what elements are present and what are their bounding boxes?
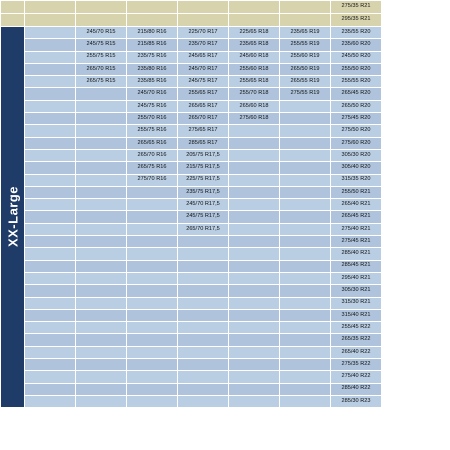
tire-size-cell — [178, 236, 229, 248]
size-row — [1, 272, 382, 284]
tire-size-cell — [280, 248, 331, 260]
tire-size-cell — [229, 211, 280, 223]
tire-size-cell: 275/55 R19 — [280, 88, 331, 100]
tire-size-cell: 315/35 R20 — [331, 174, 382, 186]
tire-size-cell — [280, 113, 331, 125]
tire-size-cell: 255/50 R21 — [331, 186, 382, 198]
size-row — [1, 371, 382, 383]
tire-size-cell — [127, 309, 178, 321]
tire-size-cell — [229, 223, 280, 235]
tire-size-cell — [25, 223, 76, 235]
tire-size-cell: 265/45 R21 — [331, 211, 382, 223]
tire-size-cell: 315/40 R21 — [331, 309, 382, 321]
tire-size-cell — [25, 76, 76, 88]
tire-size-cell — [25, 27, 76, 39]
tire-size-cell: 235/85 R16 — [127, 76, 178, 88]
header-cell — [280, 1, 331, 14]
tire-size-cell — [280, 223, 331, 235]
tire-size-cell: 255/70 R18 — [229, 88, 280, 100]
tire-size-cell: 295/40 R21 — [331, 272, 382, 284]
tire-size-cell: 225/70 R17 — [178, 27, 229, 39]
tire-size-cell: 255/70 R16 — [127, 113, 178, 125]
size-row — [1, 359, 382, 371]
size-row — [1, 100, 382, 112]
tire-size-cell — [280, 211, 331, 223]
tire-size-cell — [25, 322, 76, 334]
tire-size-cell — [76, 149, 127, 161]
tire-size-cell — [76, 236, 127, 248]
tire-size-cell — [280, 309, 331, 321]
tire-size-cell: 265/40 R22 — [331, 346, 382, 358]
tire-size-cell — [229, 297, 280, 309]
tire-size-cell — [178, 334, 229, 346]
tire-size-cell — [280, 334, 331, 346]
tire-size-cell — [127, 285, 178, 297]
tire-size-cell: 205/75 R17,5 — [178, 149, 229, 161]
tire-size-cell — [76, 186, 127, 198]
size-row — [1, 236, 382, 248]
tire-size-cell — [25, 248, 76, 260]
size-row — [1, 223, 382, 235]
tire-size-cell — [76, 285, 127, 297]
tire-size-cell: 275/65 R17 — [178, 125, 229, 137]
tire-size-cell: 235/55 R20 — [331, 27, 382, 39]
size-row — [1, 322, 382, 334]
size-row — [1, 76, 382, 88]
tire-size-cell — [280, 100, 331, 112]
header-row — [1, 14, 382, 27]
tire-size-cell — [229, 285, 280, 297]
tire-size-cell — [76, 383, 127, 395]
tire-size-cell — [76, 162, 127, 174]
size-row — [1, 309, 382, 321]
tire-size-cell — [76, 346, 127, 358]
header-cell — [76, 14, 127, 27]
tire-size-cell: 245/75 R17 — [178, 76, 229, 88]
size-row — [1, 297, 382, 309]
tire-size-cell: 235/75 R17,5 — [178, 186, 229, 198]
tire-size-cell — [229, 162, 280, 174]
tire-size-cell — [178, 371, 229, 383]
tire-size-cell: 275/70 R16 — [127, 174, 178, 186]
tire-size-cell: 315/30 R21 — [331, 297, 382, 309]
tire-size-cell — [127, 383, 178, 395]
tire-size-cell — [229, 125, 280, 137]
tire-size-cell — [127, 371, 178, 383]
tire-size-cell: 305/30 R20 — [331, 149, 382, 161]
tire-size-cell — [280, 285, 331, 297]
header-cell — [1, 14, 25, 27]
tire-size-cell: 265/50 R19 — [280, 63, 331, 75]
tire-size-cell — [25, 272, 76, 284]
tire-size-cell — [280, 174, 331, 186]
tire-size-cell: 255/55 R20 — [331, 76, 382, 88]
tire-size-cell — [25, 346, 76, 358]
tire-size-cell — [229, 149, 280, 161]
tire-size-cell — [25, 297, 76, 309]
tire-size-cell — [178, 285, 229, 297]
tire-size-cell — [229, 346, 280, 358]
tire-size-cell — [76, 334, 127, 346]
tire-size-cell — [76, 297, 127, 309]
size-row — [1, 125, 382, 137]
header-cell — [280, 14, 331, 27]
tire-size-cell — [76, 359, 127, 371]
size-row — [1, 186, 382, 198]
tire-size-cell — [25, 88, 76, 100]
tire-size-cell: 255/75 R16 — [127, 125, 178, 137]
tire-size-cell: 255/60 R18 — [229, 63, 280, 75]
tire-size-cell — [25, 199, 76, 211]
tire-size-cell — [76, 395, 127, 407]
size-row — [1, 149, 382, 161]
tire-size-cell: 275/50 R20 — [331, 125, 382, 137]
tire-size-cell — [178, 297, 229, 309]
size-row — [1, 383, 382, 395]
tire-size-cell — [229, 137, 280, 149]
tire-size-cell: 245/75 R17,5 — [178, 211, 229, 223]
tire-size-cell — [229, 260, 280, 272]
tire-size-cell — [280, 260, 331, 272]
tire-size-cell — [178, 272, 229, 284]
tire-size-cell — [76, 100, 127, 112]
tire-size-cell — [76, 211, 127, 223]
tire-size-cell: 235/60 R20 — [331, 39, 382, 51]
tire-size-cell: 265/70 R17,5 — [178, 223, 229, 235]
size-row — [1, 63, 382, 75]
tire-size-cell — [280, 297, 331, 309]
tire-size-cell: 275/45 R20 — [331, 113, 382, 125]
tire-size-cell: 265/75 R15 — [76, 76, 127, 88]
tire-size-cell: 245/60 R18 — [229, 51, 280, 63]
tire-size-cell — [178, 260, 229, 272]
tire-size-cell: 245/70 R17 — [178, 63, 229, 75]
tire-size-cell — [76, 322, 127, 334]
tire-size-cell: 265/55 R19 — [280, 76, 331, 88]
category-cell — [1, 27, 25, 408]
header-cell — [1, 1, 25, 14]
tire-size-cell — [280, 359, 331, 371]
tire-size-cell — [229, 272, 280, 284]
tire-size-cell — [25, 285, 76, 297]
tire-size-cell — [25, 174, 76, 186]
tire-size-cell — [178, 309, 229, 321]
tire-size-cell: 245/75 R15 — [76, 39, 127, 51]
tire-size-cell — [25, 383, 76, 395]
tire-size-cell — [229, 174, 280, 186]
tire-size-cell — [76, 309, 127, 321]
tire-size-cell: 285/30 R23 — [331, 395, 382, 407]
size-row — [1, 395, 382, 407]
size-row — [1, 248, 382, 260]
header-row — [1, 1, 382, 14]
tire-size-cell: 275/40 R22 — [331, 371, 382, 383]
tire-size-cell: 225/75 R17,5 — [178, 174, 229, 186]
tire-size-cell — [229, 236, 280, 248]
tire-size-cell — [229, 383, 280, 395]
tire-size-cell — [127, 248, 178, 260]
tire-size-cell: 265/50 R20 — [331, 100, 382, 112]
tire-size-cell — [25, 51, 76, 63]
tire-size-cell — [178, 248, 229, 260]
tire-size-cell: 245/65 R17 — [178, 51, 229, 63]
size-row — [1, 51, 382, 63]
tire-size-cell — [280, 272, 331, 284]
tire-size-cell: 275/35 R22 — [331, 359, 382, 371]
category-label: XX-Large — [5, 186, 20, 248]
size-row — [1, 88, 382, 100]
header-cell — [178, 1, 229, 14]
header-cell — [127, 1, 178, 14]
tire-size-cell: 285/40 R22 — [331, 383, 382, 395]
tire-size-cell: 275/40 R21 — [331, 223, 382, 235]
tire-size-cell — [76, 137, 127, 149]
tire-size-cell: 235/65 R18 — [229, 39, 280, 51]
tire-size-cell — [127, 272, 178, 284]
tire-size-cell — [229, 395, 280, 407]
tire-size-cell: 265/65 R16 — [127, 137, 178, 149]
tire-size-cell — [25, 260, 76, 272]
tire-size-cell: 265/40 R21 — [331, 199, 382, 211]
tire-size-cell: 245/50 R20 — [331, 51, 382, 63]
tire-size-cell — [25, 113, 76, 125]
tire-size-cell: 255/65 R17 — [178, 88, 229, 100]
tire-size-cell: 255/50 R20 — [331, 63, 382, 75]
tire-size-cell: 305/40 R20 — [331, 162, 382, 174]
tire-size-cell — [229, 309, 280, 321]
tire-size-cell — [280, 371, 331, 383]
tire-size-cell: 255/75 R15 — [76, 51, 127, 63]
tire-size-cell — [280, 149, 331, 161]
tire-size-cell — [229, 199, 280, 211]
tire-size-cell — [25, 371, 76, 383]
size-row — [1, 334, 382, 346]
tire-size-cell — [25, 186, 76, 198]
tire-size-cell: 215/80 R16 — [127, 27, 178, 39]
tire-size-cell — [76, 113, 127, 125]
tire-size-cell — [76, 272, 127, 284]
tire-size-cell — [76, 174, 127, 186]
size-row — [1, 174, 382, 186]
tire-size-cell — [127, 223, 178, 235]
header-cell — [229, 1, 280, 14]
tire-size-cell: 265/60 R18 — [229, 100, 280, 112]
tire-size-cell — [127, 334, 178, 346]
tire-size-cell: 245/75 R16 — [127, 100, 178, 112]
tire-size-cell — [280, 162, 331, 174]
tire-size-cell: 265/70 R17 — [178, 113, 229, 125]
tire-size-cell — [280, 395, 331, 407]
tire-size-cell — [229, 248, 280, 260]
tire-size-cell — [127, 211, 178, 223]
tire-size-cell — [178, 383, 229, 395]
tire-size-cell: 235/75 R16 — [127, 51, 178, 63]
tire-size-cell — [127, 395, 178, 407]
size-row — [1, 39, 382, 51]
tire-size-cell: 235/80 R16 — [127, 63, 178, 75]
tire-size-cell: 265/35 R22 — [331, 334, 382, 346]
tire-size-cell: 255/45 R22 — [331, 322, 382, 334]
tire-size-cell — [127, 297, 178, 309]
tire-size-cell — [76, 199, 127, 211]
header-cell — [229, 14, 280, 27]
header-cell — [25, 14, 76, 27]
tire-size-cell — [25, 63, 76, 75]
size-row — [1, 199, 382, 211]
tire-size-cell — [76, 248, 127, 260]
header-cell: 295/35 R21 — [331, 14, 382, 27]
tire-size-cell: 255/60 R19 — [280, 51, 331, 63]
tire-size-cell — [25, 359, 76, 371]
tire-size-cell — [76, 125, 127, 137]
size-row — [1, 27, 382, 39]
tire-size-cell: 245/70 R17,5 — [178, 199, 229, 211]
size-row — [1, 113, 382, 125]
tire-size-cell: 305/30 R21 — [331, 285, 382, 297]
tire-size-cell — [25, 334, 76, 346]
tire-size-cell — [127, 322, 178, 334]
tire-size-cell: 265/65 R17 — [178, 100, 229, 112]
tire-size-cell — [25, 100, 76, 112]
tire-size-cell: 265/70 R15 — [76, 63, 127, 75]
tire-size-cell — [229, 334, 280, 346]
size-row — [1, 260, 382, 272]
tire-size-cell — [25, 39, 76, 51]
tire-size-cell — [280, 322, 331, 334]
tire-size-cell — [76, 88, 127, 100]
tire-size-cell — [280, 383, 331, 395]
tire-size-cell — [127, 236, 178, 248]
tire-size-cell: 255/65 R18 — [229, 76, 280, 88]
tire-size-cell: 265/75 R16 — [127, 162, 178, 174]
header-cell: 275/35 R21 — [331, 1, 382, 14]
tire-size-cell — [25, 149, 76, 161]
tire-size-cell: 265/45 R20 — [331, 88, 382, 100]
tire-size-cell: 285/40 R21 — [331, 248, 382, 260]
tire-size-cell — [229, 322, 280, 334]
tire-size-cell: 235/70 R17 — [178, 39, 229, 51]
size-row — [1, 211, 382, 223]
tire-size-cell — [127, 260, 178, 272]
size-row — [1, 162, 382, 174]
tire-size-cell: 275/45 R21 — [331, 236, 382, 248]
tire-size-cell — [280, 346, 331, 358]
header-cell — [76, 1, 127, 14]
size-row — [1, 137, 382, 149]
tire-size-cell — [229, 371, 280, 383]
tire-size-cell — [127, 199, 178, 211]
tire-size-cell — [25, 395, 76, 407]
tire-size-cell: 275/60 R18 — [229, 113, 280, 125]
tire-size-cell — [76, 260, 127, 272]
tire-size-cell: 245/70 R15 — [76, 27, 127, 39]
tire-size-cell — [25, 309, 76, 321]
tire-size-cell — [178, 346, 229, 358]
tire-size-cell: 255/55 R19 — [280, 39, 331, 51]
tire-size-cell — [127, 186, 178, 198]
tire-size-cell: 285/65 R17 — [178, 137, 229, 149]
tire-size-cell — [76, 371, 127, 383]
tire-size-cell — [76, 223, 127, 235]
tire-size-cell — [280, 137, 331, 149]
tire-size-cell — [178, 322, 229, 334]
tire-size-cell — [25, 137, 76, 149]
header-cell — [25, 1, 76, 14]
tire-size-cell: 245/70 R16 — [127, 88, 178, 100]
tire-size-cell: 215/75 R17,5 — [178, 162, 229, 174]
tire-size-cell — [25, 162, 76, 174]
tire-size-cell: 275/60 R20 — [331, 137, 382, 149]
tire-size-cell — [25, 125, 76, 137]
tire-size-cell — [178, 359, 229, 371]
tire-size-cell — [229, 186, 280, 198]
tire-size-cell — [280, 125, 331, 137]
tire-size-cell — [127, 346, 178, 358]
tire-size-cell — [280, 236, 331, 248]
tire-size-cell: 285/45 R21 — [331, 260, 382, 272]
size-row — [1, 285, 382, 297]
tire-size-cell — [178, 395, 229, 407]
tire-size-cell — [280, 186, 331, 198]
size-row — [1, 346, 382, 358]
tire-size-cell — [25, 211, 76, 223]
tire-size-cell — [280, 199, 331, 211]
tire-size-cell: 265/70 R16 — [127, 149, 178, 161]
header-cell — [127, 14, 178, 27]
tire-size-cell — [127, 359, 178, 371]
tire-size-cell — [25, 236, 76, 248]
header-cell — [178, 14, 229, 27]
tire-size-cell: 215/85 R16 — [127, 39, 178, 51]
tire-size-cell: 225/65 R18 — [229, 27, 280, 39]
tire-size-cell — [229, 359, 280, 371]
tire-size-cell: 235/65 R19 — [280, 27, 331, 39]
